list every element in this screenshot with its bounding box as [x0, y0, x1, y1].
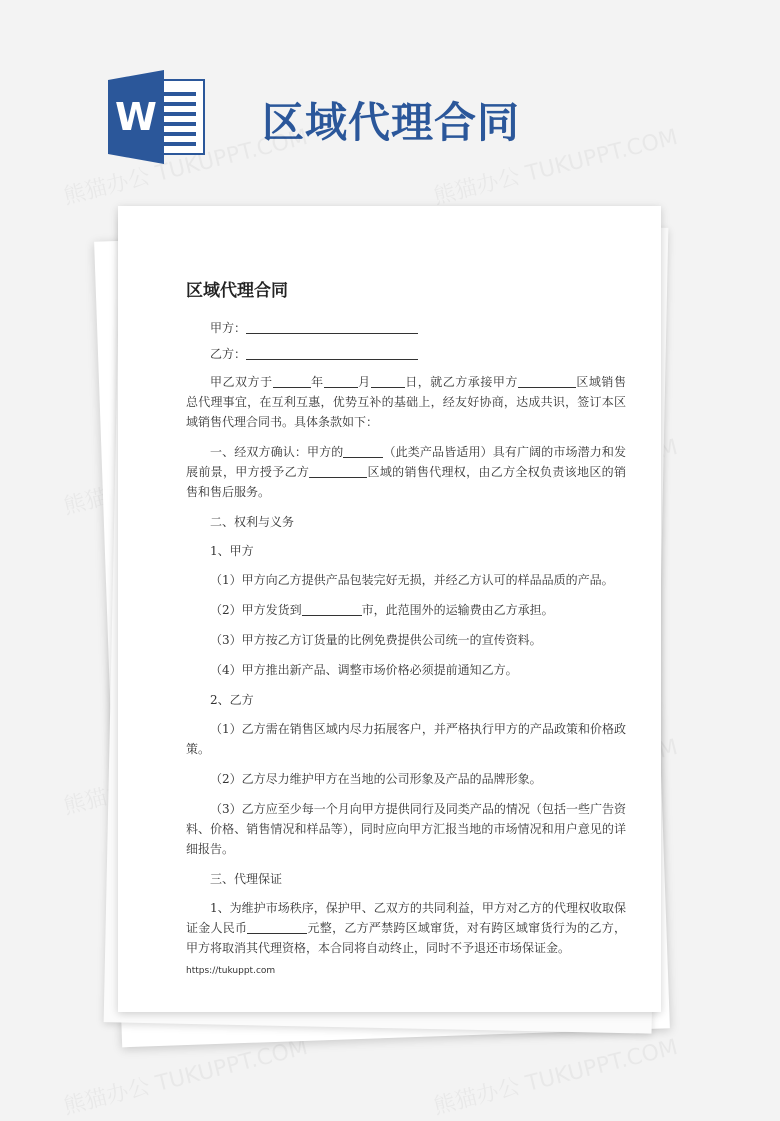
party-b-line [186, 344, 626, 364]
region-blank [518, 373, 576, 388]
footer-url: https://tukuppt.com [186, 966, 276, 976]
word-logo [108, 70, 208, 164]
clause-1: 一、经双方确认：甲方的 （此类产品皆适用）具有广阔的市场潜力和发展前景，甲方授予乙方 区域的销售代理权，由乙方全权负责该地区的销售和售后服务。 [186, 445, 626, 499]
watermark [430, 1030, 681, 1121]
party-a-label: 甲方： [210, 321, 247, 335]
city-blank [302, 601, 362, 616]
deposit-blank [247, 919, 307, 934]
party-a-item-2: （2）甲方发货到 市，此范围外的运输费由乙方承担。 [210, 603, 554, 617]
area-blank [309, 463, 367, 478]
party-b-item-2: （2）乙方尽力维护甲方在当地的公司形象及产品的品牌形象。 [210, 772, 542, 786]
logo-letter: W [115, 95, 157, 139]
document-title: 区域代理合同 [186, 281, 288, 301]
product-blank [343, 443, 383, 458]
party-a-item-3: （3）甲方按乙方订货量的比例免费提供公司统一的宣传资料。 [210, 633, 542, 647]
document-body [186, 318, 626, 968]
party-b-blank [246, 345, 418, 360]
document-page [118, 206, 661, 1012]
party-a-heading: 1、甲方 [210, 544, 254, 558]
day-blank [371, 373, 405, 388]
party-b-heading: 2、乙方 [210, 693, 254, 707]
year-blank [273, 373, 311, 388]
party-a-item-4: （4）甲方推出新产品、调整市场价格必须提前通知乙方。 [210, 663, 518, 677]
section-3-paragraph-1: 1、为维护市场秩序，保护甲、乙双方的共同利益，甲方对乙方的代理权收取保证金人民币 元整，乙方严禁跨区域窜货，对有跨区域窜货行为的乙方，甲方将取消其代理资格，本合同将自动终止，同时不予退还市场保证金。 [186, 901, 626, 955]
party-a-line [186, 318, 626, 338]
section-2-title: 二、权利与义务 [210, 515, 295, 529]
party-b-item-1: （1）乙方需在销售区域内尽力拓展客户，并严格执行甲方的产品政策和价格政策。 [186, 722, 626, 756]
section-3-title: 三、代理保证 [210, 872, 283, 886]
header-title: 区域代理合同 [262, 98, 521, 147]
party-b-label: 乙方： [210, 347, 247, 361]
month-blank [324, 373, 358, 388]
intro-paragraph: 甲乙双方于 年 月 日，就乙方承接甲方 区域销售总代理事宜，在互利互惠，优势互补的基础上，经友好协商，达成共识，签订本区域销售代理合同书。具体条款如下： [186, 375, 626, 429]
word-document-icon [108, 70, 208, 164]
party-a-item-1: （1）甲方向乙方提供产品包装完好无损，并经乙方认可的样品品质的产品。 [210, 573, 614, 587]
party-a-blank [246, 319, 418, 334]
party-b-item-3: （3）乙方应至少每一个月向甲方提供同行及同类产品的情况（包括一些广告资料、价格、销售情况和样品等），同时应向甲方汇报当地的市场情况和用户意见的详细报告。 [186, 802, 626, 856]
